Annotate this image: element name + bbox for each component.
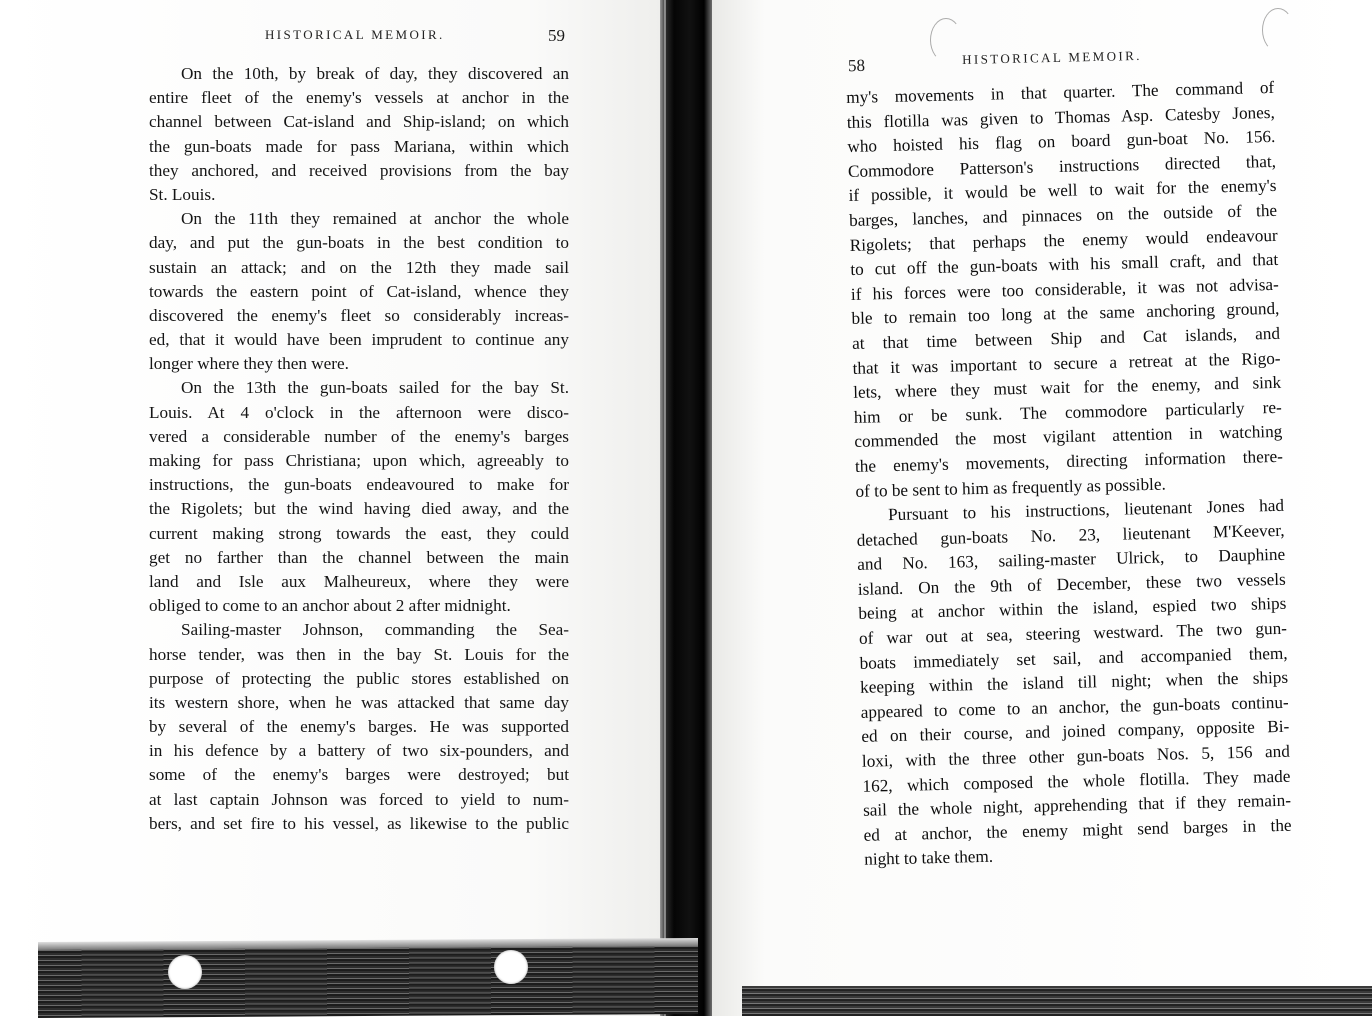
text-line: obliged to come to an anchor about 2 after midnight.	[149, 596, 511, 616]
text-line: keeping within the island till night; when the ships	[859, 668, 1289, 698]
text-line: St. Louis.	[149, 184, 216, 204]
text-line: purpose of protecting the public stores established on	[149, 668, 569, 688]
text-line: if his forces were too considerable, it was not advisa-	[850, 274, 1280, 304]
text-line: island. On the 9th of December, these two vessels	[857, 569, 1286, 599]
text-line: instructions, the gun-boats endeavoured to make for	[149, 475, 569, 495]
text-line: of war out at sea, steering westward. The two gun-	[858, 618, 1288, 648]
text-line: ble to remain too long at the same anchoring ground,	[851, 299, 1280, 329]
text-line: ed, that it would have been imprudent to continue any	[149, 330, 569, 350]
text-line: current making strong towards the east, they could	[149, 523, 569, 543]
text-line: some of the enemy's barges were destroyed; but	[149, 765, 569, 785]
text-line: this flotilla was given to Thomas Asp. Catesby Jones,	[846, 102, 1275, 132]
text-line: who hoisted his flag on board gun-boat No. 156.	[847, 127, 1276, 157]
text-line: and No. 163, sailing-master Ulrick, to Dauphine	[857, 545, 1286, 575]
text-line: my's movements in that quarter. The command of	[846, 77, 1275, 107]
text-line: of to be sent to him as frequently as possible.	[855, 474, 1166, 501]
text-line: making for pass Christiana; upon which, agreeably to	[149, 451, 569, 470]
binder-hole	[168, 955, 202, 989]
text-line: On the 10th, by break of day, they discovered an	[181, 64, 569, 83]
text-line: commended the most vigilant attention in watching	[854, 422, 1283, 452]
text-line: Sailing-master Johnson, commanding the Sea-	[181, 620, 569, 640]
text-line: its western shore, when he was attacked that same day	[149, 692, 569, 712]
page-number: 58	[847, 55, 866, 76]
text-line: ed on their course, and joined company, opposite Bi-	[861, 717, 1290, 747]
scan-artifact-arc	[1262, 8, 1294, 52]
text-line: vered a considerable number of the enemy's barges	[149, 426, 569, 446]
text-line: On the 11th they remained at anchor the whole	[181, 209, 569, 229]
text-line: lets, where they must wait for the enemy, and sink	[853, 372, 1282, 403]
text-line: longer where they then were.	[149, 354, 349, 374]
text-line: that it was important to secure a retreat at the Rigo-	[852, 348, 1281, 378]
text-line: ed at anchor, the enemy might send barges in the	[863, 815, 1292, 845]
text-line: detached gun-boats No. 23, lieutenant M'Keever,	[856, 520, 1285, 550]
text-line: day, and put the gun-boats in the best condition to	[149, 233, 569, 253]
page-number: 59	[548, 26, 565, 45]
text-line: land and Isle aux Malheureux, where they were	[149, 571, 569, 591]
text-line: loxi, with the three other gun-boats Nos. 5, 156 and	[861, 741, 1291, 771]
scan-artifact-arc	[930, 18, 962, 62]
text-line: horse tender, was then in the bay St. Louis for the	[149, 644, 569, 664]
body-text	[846, 76, 1292, 873]
text-line: at last captain Johnson was forced to yield to num-	[149, 789, 569, 809]
text-line: 162, which composed the whole flotilla. They made	[862, 766, 1291, 796]
text-line: the gun-boats made for pass Mariana, within which	[149, 136, 569, 156]
text-line: On the 13th the gun-boats sailed for the bay St.	[181, 378, 569, 398]
text-line: sustain an attack; and on the 12th they made sail	[149, 257, 569, 277]
text-line: night to take them.	[864, 847, 994, 870]
text-line: sail the whole night, apprehending that if they remain-	[862, 790, 1292, 821]
text-line: they anchored, and received provisions from the bay	[149, 160, 569, 180]
text-line: if possible, it would be well to wait for the enemy's	[848, 176, 1277, 206]
text-line: him or be sunk. The commodore particularly re-	[853, 397, 1282, 427]
text-line: bers, and set fire to his vessel, as likewise to the public	[149, 813, 569, 833]
text-line: in his defence by a battery of two six-pounders, and	[149, 741, 569, 761]
text-line: discovered the enemy's fleet so considerably increas-	[149, 305, 569, 325]
scan-edge-band	[742, 986, 1372, 1016]
text-line: the enemy's movements, directing information there-	[854, 446, 1284, 476]
running-header: HISTORICAL MEMOIR.	[962, 47, 1143, 67]
book-spine-gutter	[660, 0, 716, 1016]
scan-edge-band	[38, 944, 698, 1018]
binder-hole	[494, 950, 528, 984]
left-page	[0, 0, 664, 1016]
text-line: the Rigolets; but the wind having died away, and the	[149, 499, 569, 519]
text-line: towards the eastern point of Cat-island, whence they	[149, 281, 569, 301]
running-header: HISTORICAL MEMOIR.	[265, 27, 445, 42]
text-line: being at anchor within the island, espied two ships	[858, 594, 1287, 624]
text-line: by several of the enemy's barges. He was supported	[149, 717, 569, 737]
text-line: Louis. At 4 o'clock in the afternoon were disco-	[149, 402, 569, 422]
text-line: entire fleet of the enemy's vessels at anchor in the	[149, 88, 569, 108]
text-line: appeared to come to an anchor, the gun-boats continu-	[860, 692, 1289, 722]
text-line: to cut off the gun-boats with his small craft, and that	[850, 250, 1279, 280]
text-line: Pursuant to his instructions, lieutenant Jones had	[887, 495, 1285, 525]
text-line: at that time between Ship and Cat islands, and	[851, 323, 1281, 353]
body-text	[149, 62, 569, 836]
text-line: boats immediately set sail, and accompanied them,	[859, 643, 1288, 673]
text-line: get no farther than the channel between the main	[149, 547, 569, 567]
text-line: barges, lanches, and pinnaces on the outside of the	[848, 200, 1278, 230]
text-line: channel between Cat-island and Ship-island; on which	[149, 112, 569, 132]
text-line: Commodore Patterson's instructions directed that,	[847, 151, 1277, 181]
text-line: Rigolets; that perhaps the enemy would endeavour	[849, 225, 1278, 255]
